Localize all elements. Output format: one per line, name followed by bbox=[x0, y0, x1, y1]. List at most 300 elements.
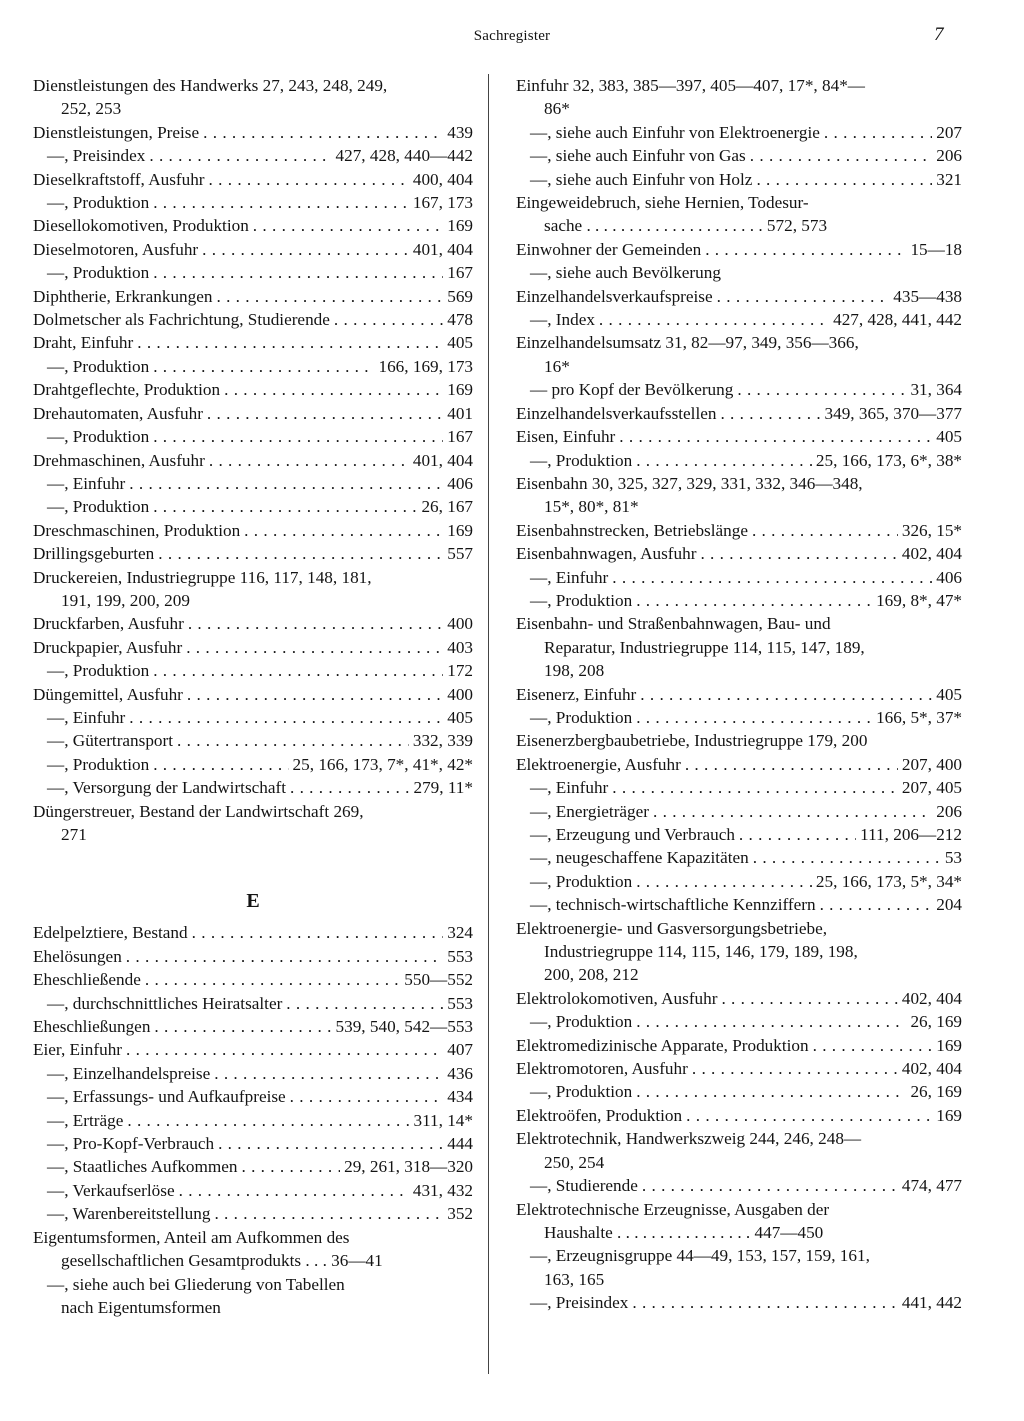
index-entry bbox=[33, 355, 473, 378]
dot-leader bbox=[153, 355, 374, 378]
index-term: —, Studierende bbox=[530, 1176, 638, 1196]
index-entry bbox=[516, 1080, 962, 1103]
page-references: 206 bbox=[936, 801, 962, 821]
dot-leader bbox=[612, 776, 898, 799]
dot-leader bbox=[599, 308, 829, 331]
dot-leader bbox=[126, 945, 443, 968]
page-references: 166, 5*, 37* bbox=[876, 707, 962, 727]
index-term: Elektrotechnik, Handwerkszweig 244, 246, 248— bbox=[516, 1129, 862, 1149]
index-term: —, Produktion bbox=[47, 661, 150, 681]
index-entry-continuation: nach Eigentumsformen bbox=[61, 1297, 221, 1317]
page-references: 400 bbox=[447, 684, 473, 704]
page-references: 169 bbox=[936, 1035, 962, 1055]
index-term: —, siehe auch Einfuhr von Holz bbox=[530, 169, 753, 189]
index-entry-continuation: 198, 208 bbox=[544, 661, 605, 681]
index-term: —, Einfuhr bbox=[47, 707, 126, 727]
index-entry-continuation: sache . . . . . . . . . . . . . . . . . . . . . 572, 573 bbox=[544, 216, 828, 236]
index-entry bbox=[33, 74, 473, 97]
page-references: 26, 169 bbox=[910, 1082, 962, 1102]
index-term: —, Erfassungs- und Aufkaufpreise bbox=[47, 1087, 286, 1107]
index-entry bbox=[516, 1174, 962, 1197]
index-entry bbox=[516, 987, 962, 1010]
dot-leader bbox=[129, 706, 443, 729]
page-references: 402, 404 bbox=[901, 1059, 962, 1079]
index-entry bbox=[33, 214, 473, 237]
index-entry bbox=[33, 472, 473, 495]
page-references: 405 bbox=[447, 707, 473, 727]
index-term: Draht, Einfuhr bbox=[33, 333, 134, 353]
index-entry-continuation: 191, 199, 200, 209 bbox=[61, 590, 190, 610]
dot-leader bbox=[216, 285, 443, 308]
index-term: —, Erzeugung und Verbrauch bbox=[530, 825, 735, 844]
index-term: Ehelösungen bbox=[33, 946, 122, 966]
index-term: —, Einfuhr bbox=[530, 567, 609, 587]
dot-leader bbox=[692, 1057, 898, 1080]
index-entry bbox=[33, 992, 473, 1015]
index-entry bbox=[516, 121, 962, 144]
index-term: —, Erzeugnisgruppe 44—49, 153, 157, 159, 161, bbox=[530, 1246, 870, 1266]
page-references: 478 bbox=[447, 310, 473, 330]
index-entry bbox=[516, 425, 962, 448]
page-references: 401, 404 bbox=[412, 239, 473, 259]
dot-leader bbox=[153, 261, 443, 284]
page-number: 7 bbox=[934, 24, 944, 45]
index-term: Drehmaschinen, Ausfuhr bbox=[33, 450, 205, 470]
index-entry bbox=[516, 589, 962, 612]
index-entry bbox=[33, 495, 473, 518]
index-column-right bbox=[516, 74, 962, 1315]
index-term: Drehautomaten, Ausfuhr bbox=[33, 403, 203, 423]
index-entry bbox=[516, 1291, 962, 1314]
index-term: Einfuhr 32, 383, 385—397, 405—407, 17*, 84*— bbox=[516, 76, 865, 95]
dot-leader bbox=[153, 753, 288, 776]
index-entry bbox=[516, 1104, 962, 1127]
page-references: 406 bbox=[447, 473, 473, 493]
page-references: 553 bbox=[447, 946, 473, 966]
dot-leader bbox=[705, 238, 906, 261]
index-entry-continuation: 271 bbox=[61, 825, 87, 844]
dot-leader bbox=[126, 1038, 443, 1061]
index-entry-continuation: 15*, 80*, 81* bbox=[544, 497, 639, 517]
index-entry bbox=[516, 917, 962, 940]
index-entry bbox=[516, 753, 962, 776]
index-term: Dienstleistungen, Preise bbox=[33, 122, 200, 142]
page-references: 26, 167 bbox=[421, 497, 473, 517]
index-term: Eisenbahnwagen, Ausfuhr bbox=[516, 544, 697, 564]
index-term: —, Produktion bbox=[530, 590, 633, 610]
page-references: 435—438 bbox=[893, 286, 962, 306]
page-references: 474, 477 bbox=[901, 1176, 962, 1196]
index-entry-continuation: 200, 208, 212 bbox=[544, 965, 639, 985]
index-entry bbox=[33, 1202, 473, 1225]
index-entry bbox=[516, 893, 962, 916]
page-references: 349, 365, 370—377 bbox=[824, 403, 962, 423]
index-term: Diphtherie, Erkrankungen bbox=[33, 286, 213, 306]
index-entry bbox=[33, 968, 473, 991]
index-term: Edelpelztiere, Bestand bbox=[33, 923, 188, 943]
dot-leader bbox=[737, 378, 906, 401]
index-term: —, Produktion bbox=[47, 497, 150, 517]
index-entry bbox=[516, 285, 962, 308]
index-term: —, Versorgung der Landwirtschaft bbox=[47, 778, 286, 798]
dot-leader bbox=[750, 144, 932, 167]
dot-leader bbox=[700, 542, 897, 565]
index-entry bbox=[516, 402, 962, 425]
index-entry bbox=[33, 800, 473, 823]
dot-leader bbox=[636, 449, 812, 472]
dot-leader bbox=[721, 987, 897, 1010]
page-references: 279, 11* bbox=[413, 778, 473, 798]
page-references: 25, 166, 173, 5*, 34* bbox=[815, 871, 962, 891]
index-entry bbox=[516, 261, 962, 284]
index-term: —, siehe auch bei Gliederung von Tabellen bbox=[47, 1274, 345, 1294]
index-entry bbox=[516, 331, 962, 354]
dot-leader bbox=[636, 706, 872, 729]
index-entry bbox=[516, 238, 962, 261]
index-entry bbox=[33, 191, 473, 214]
index-term: —, Einfuhr bbox=[47, 473, 126, 493]
dot-leader bbox=[214, 1062, 443, 1085]
page-references: 321 bbox=[936, 169, 962, 189]
page-references: 167, 173 bbox=[412, 193, 473, 213]
index-entry bbox=[33, 921, 473, 944]
index-term: —, Produktion bbox=[47, 427, 150, 447]
page-references: 332, 339 bbox=[412, 731, 473, 751]
index-term: —, Preisindex bbox=[47, 146, 146, 166]
index-term: —, siehe auch Einfuhr von Gas bbox=[530, 146, 746, 166]
dot-leader bbox=[153, 495, 417, 518]
dot-leader bbox=[186, 636, 443, 659]
index-term: —, Index bbox=[530, 310, 595, 330]
index-term: Einzelhandelsverkaufsstellen bbox=[516, 403, 717, 423]
dot-leader bbox=[153, 659, 443, 682]
index-entry bbox=[33, 1085, 473, 1108]
index-entry bbox=[516, 378, 962, 401]
dot-leader bbox=[145, 968, 400, 991]
dot-leader bbox=[752, 519, 898, 542]
index-entry bbox=[33, 1155, 473, 1178]
dot-leader bbox=[214, 1202, 443, 1225]
index-entry-continuation: Industriegruppe 114, 115, 146, 179, 189, 198, bbox=[544, 942, 858, 962]
dot-leader bbox=[129, 472, 443, 495]
page-references: 172 bbox=[447, 661, 473, 681]
dot-leader bbox=[241, 1155, 340, 1178]
index-entry bbox=[33, 1179, 473, 1202]
index-term: —, Energieträger bbox=[530, 801, 649, 821]
index-entry bbox=[516, 683, 962, 706]
page-references: 539, 540, 542—553 bbox=[335, 1017, 473, 1037]
index-entry bbox=[33, 168, 473, 191]
dot-leader bbox=[636, 589, 872, 612]
dot-leader bbox=[253, 214, 443, 237]
index-entry-continuation: 86* bbox=[544, 99, 570, 119]
index-entry bbox=[516, 800, 962, 823]
dot-leader bbox=[137, 331, 443, 354]
index-term: —, Warenbereitstellung bbox=[47, 1204, 211, 1224]
index-term: —, Produktion bbox=[530, 450, 633, 470]
index-entry bbox=[516, 823, 962, 846]
index-entry bbox=[33, 144, 473, 167]
dot-leader bbox=[685, 753, 898, 776]
index-term: Eisenerzbergbaubetriebe, Industriegruppe 179, 200 bbox=[516, 731, 868, 751]
page-references: 324 bbox=[447, 923, 473, 943]
index-term: —, siehe auch Einfuhr von Elektroenergie bbox=[530, 122, 820, 142]
index-term: Druckpapier, Ausfuhr bbox=[33, 637, 183, 657]
dot-leader bbox=[612, 566, 932, 589]
dot-leader bbox=[177, 729, 409, 752]
index-entry bbox=[33, 542, 473, 565]
index-entry bbox=[33, 1226, 473, 1249]
index-term: —, Einzelhandelspreise bbox=[47, 1063, 211, 1083]
index-entry bbox=[516, 144, 962, 167]
index-term: Düngerstreuer, Bestand der Landwirtschaft 269, bbox=[33, 801, 364, 821]
index-entry bbox=[516, 308, 962, 331]
page-references: 206 bbox=[936, 146, 962, 166]
dot-leader bbox=[632, 1291, 898, 1314]
page-references: 169 bbox=[936, 1105, 962, 1125]
page-references: 352 bbox=[447, 1204, 473, 1224]
dot-leader bbox=[290, 776, 409, 799]
index-entry bbox=[516, 846, 962, 869]
dot-leader bbox=[290, 1085, 444, 1108]
index-term: Eisenbahn- und Straßenbahnwagen, Bau- und bbox=[516, 614, 831, 634]
dot-leader bbox=[334, 308, 443, 331]
index-term: Elektroenergie, Ausfuhr bbox=[516, 754, 681, 774]
index-term: Elektromotoren, Ausfuhr bbox=[516, 1059, 688, 1079]
index-entry bbox=[516, 1034, 962, 1057]
index-term: —, Produktion bbox=[47, 356, 150, 376]
index-entry bbox=[516, 1010, 962, 1033]
dot-leader bbox=[717, 285, 890, 308]
page-references: 26, 169 bbox=[910, 1012, 962, 1032]
page-references: 207, 400 bbox=[901, 754, 962, 774]
index-entry-continuation: 252, 253 bbox=[61, 99, 122, 119]
index-term: —, Verkaufserlöse bbox=[47, 1180, 175, 1200]
index-entry bbox=[516, 449, 962, 472]
dot-leader bbox=[192, 921, 444, 944]
index-term: Eisenbahn 30, 325, 327, 329, 331, 332, 346—348, bbox=[516, 473, 863, 493]
page-references: 401, 404 bbox=[412, 450, 473, 470]
index-entry bbox=[33, 945, 473, 968]
index-term: —, Produktion bbox=[47, 193, 150, 213]
dot-leader bbox=[209, 168, 409, 191]
index-term: Düngemittel, Ausfuhr bbox=[33, 684, 183, 704]
index-entry bbox=[33, 1273, 473, 1296]
index-term: —, Staatliches Aufkommen bbox=[47, 1157, 238, 1177]
page-references: 204 bbox=[936, 895, 962, 915]
page-references: 401 bbox=[447, 403, 473, 423]
index-entry bbox=[516, 776, 962, 799]
page-references: 169 bbox=[447, 520, 473, 540]
index-term: Dieselmotoren, Ausfuhr bbox=[33, 239, 199, 259]
index-term: Eier, Einfuhr bbox=[33, 1040, 123, 1060]
index-entry bbox=[516, 472, 962, 495]
dot-leader bbox=[244, 519, 443, 542]
dot-leader bbox=[642, 1174, 898, 1197]
dot-leader bbox=[619, 425, 932, 448]
dot-leader bbox=[127, 1109, 409, 1132]
index-entry-continuation: 250, 254 bbox=[544, 1152, 605, 1172]
dot-leader bbox=[756, 168, 932, 191]
page-references: 427, 428, 440—442 bbox=[335, 146, 473, 166]
index-entry bbox=[516, 1244, 962, 1267]
page-references: 402, 404 bbox=[901, 988, 962, 1008]
page-references: 166, 169, 173 bbox=[378, 356, 473, 376]
page-references: 405 bbox=[447, 333, 473, 353]
index-entry bbox=[33, 659, 473, 682]
page-references: 553 bbox=[447, 993, 473, 1013]
index-term: Eigentumsformen, Anteil am Aufkommen des bbox=[33, 1227, 350, 1247]
page-references: 207, 405 bbox=[901, 778, 962, 798]
index-entry-continuation: gesellschaftlichen Gesamtprodukts . . . 36—41 bbox=[61, 1251, 383, 1271]
page-references: 405 bbox=[936, 684, 962, 704]
index-entry bbox=[516, 612, 962, 635]
index-term: Eingeweidebruch, siehe Hernien, Todesur- bbox=[516, 193, 809, 213]
index-term: Dieselkraftstoff, Ausfuhr bbox=[33, 169, 205, 189]
index-entry bbox=[33, 566, 473, 589]
index-entry bbox=[33, 402, 473, 425]
index-entry bbox=[33, 378, 473, 401]
index-term: Dolmetscher als Fachrichtung, Studierende bbox=[33, 310, 330, 330]
index-term: Druckfarben, Ausfuhr bbox=[33, 614, 184, 634]
page-references: 441, 442 bbox=[901, 1293, 962, 1313]
index-entry bbox=[33, 238, 473, 261]
index-term: —, Produktion bbox=[530, 871, 633, 891]
dot-leader bbox=[636, 1080, 906, 1103]
index-entry bbox=[33, 1132, 473, 1155]
index-term: Dreschmaschinen, Produktion bbox=[33, 520, 241, 540]
page-references: 169 bbox=[447, 380, 473, 400]
page-references: 169, 8*, 47* bbox=[876, 590, 962, 610]
index-term: Drillingsgeburten bbox=[33, 544, 155, 564]
page-references: 406 bbox=[936, 567, 962, 587]
page-references: 407 bbox=[447, 1040, 473, 1060]
index-entry bbox=[516, 1057, 962, 1080]
index-entry bbox=[516, 519, 962, 542]
page-references: 15—18 bbox=[910, 239, 962, 259]
page-references: 53 bbox=[944, 848, 962, 868]
index-term: —, Produktion bbox=[530, 1012, 633, 1032]
dot-leader bbox=[640, 683, 932, 706]
page-references: 436 bbox=[447, 1063, 473, 1083]
index-term: —, siehe auch Bevölkerung bbox=[530, 263, 721, 283]
page-references: 25, 166, 173, 7*, 41*, 42* bbox=[292, 754, 473, 774]
page-references: 400 bbox=[447, 614, 473, 634]
page-references: 31, 364 bbox=[910, 380, 962, 400]
dot-leader bbox=[187, 683, 443, 706]
page-references: 400, 404 bbox=[412, 169, 473, 189]
dot-leader bbox=[203, 121, 443, 144]
index-entry bbox=[516, 74, 962, 97]
dot-leader bbox=[653, 800, 932, 823]
index-entry bbox=[33, 1038, 473, 1061]
dot-leader bbox=[686, 1104, 932, 1127]
index-entry bbox=[516, 729, 962, 752]
page-references: 167 bbox=[447, 427, 473, 447]
index-term: —, Preisindex bbox=[530, 1293, 629, 1313]
column-divider bbox=[488, 74, 489, 1374]
index-entry bbox=[516, 191, 962, 214]
index-entry bbox=[33, 753, 473, 776]
dot-leader bbox=[149, 144, 331, 167]
index-entry bbox=[516, 870, 962, 893]
index-term: Diesellokomotiven, Produktion bbox=[33, 216, 249, 236]
index-term: Elektroöfen, Produktion bbox=[516, 1105, 683, 1125]
index-term: Eisen, Einfuhr bbox=[516, 427, 616, 447]
index-entry bbox=[33, 1062, 473, 1085]
dot-leader bbox=[154, 1015, 331, 1038]
index-entry bbox=[33, 285, 473, 308]
index-entry bbox=[33, 425, 473, 448]
index-term: Elektromedizinische Apparate, Produktion bbox=[516, 1035, 809, 1055]
dot-leader bbox=[820, 893, 933, 916]
page-references: 434 bbox=[447, 1087, 473, 1107]
dot-leader bbox=[153, 425, 443, 448]
index-term: Drahtgeflechte, Produktion bbox=[33, 380, 221, 400]
index-term: Druckereien, Industriegruppe 116, 117, 148, 181, bbox=[33, 567, 372, 587]
index-term: Elektroenergie- und Gasversorgungsbetriebe, bbox=[516, 918, 828, 938]
index-term: Eisenerz, Einfuhr bbox=[516, 684, 637, 704]
index-entry bbox=[33, 706, 473, 729]
index-entry bbox=[33, 636, 473, 659]
index-term: —, Produktion bbox=[530, 1082, 633, 1102]
dot-leader bbox=[739, 823, 856, 846]
index-entry bbox=[33, 121, 473, 144]
index-term: —, Pro-Kopf-Verbrauch bbox=[47, 1134, 215, 1154]
page-references: 431, 432 bbox=[412, 1180, 473, 1200]
page-references: 444 bbox=[447, 1134, 473, 1154]
page-references: 25, 166, 173, 6*, 38* bbox=[815, 450, 962, 470]
index-entry bbox=[33, 519, 473, 542]
page-references: 111, 206—212 bbox=[860, 825, 962, 844]
index-entry-continuation: Haushalte . . . . . . . . . . . . . . . . 447—450 bbox=[544, 1222, 824, 1242]
index-term: Eisenbahnstrecken, Betriebslänge bbox=[516, 520, 748, 540]
index-entry bbox=[33, 449, 473, 472]
index-entry bbox=[516, 566, 962, 589]
page-references: 402, 404 bbox=[901, 544, 962, 564]
index-term: —, Produktion bbox=[47, 754, 150, 774]
dot-leader bbox=[202, 238, 409, 261]
dot-leader bbox=[188, 612, 443, 635]
page-references: 403 bbox=[447, 637, 473, 657]
index-entry bbox=[33, 683, 473, 706]
page-references: 326, 15* bbox=[901, 520, 962, 540]
dot-leader bbox=[720, 402, 820, 425]
index-term: Einzelhandelsverkaufspreise bbox=[516, 286, 713, 306]
index-term: —, Produktion bbox=[47, 263, 150, 283]
dot-leader bbox=[813, 1034, 933, 1057]
page-references: 427, 428, 441, 442 bbox=[833, 310, 962, 330]
dot-leader bbox=[207, 402, 443, 425]
page-references: 169 bbox=[447, 216, 473, 236]
dot-leader bbox=[179, 1179, 409, 1202]
dot-leader bbox=[824, 121, 932, 144]
index-entry bbox=[516, 706, 962, 729]
index-entry bbox=[33, 331, 473, 354]
index-entry-continuation: 16* bbox=[544, 356, 570, 376]
dot-leader bbox=[286, 992, 443, 1015]
index-entry-continuation: 163, 165 bbox=[544, 1269, 605, 1289]
index-entry bbox=[516, 542, 962, 565]
page-references: 550—552 bbox=[404, 970, 473, 990]
dot-leader bbox=[209, 449, 409, 472]
page-references: 569 bbox=[447, 286, 473, 306]
index-term: —, Einfuhr bbox=[530, 778, 609, 798]
index-term: Eheschließende bbox=[33, 970, 141, 990]
index-entry bbox=[33, 612, 473, 635]
index-entry bbox=[33, 1015, 473, 1038]
index-term: Einwohner der Gemeinden bbox=[516, 239, 702, 259]
